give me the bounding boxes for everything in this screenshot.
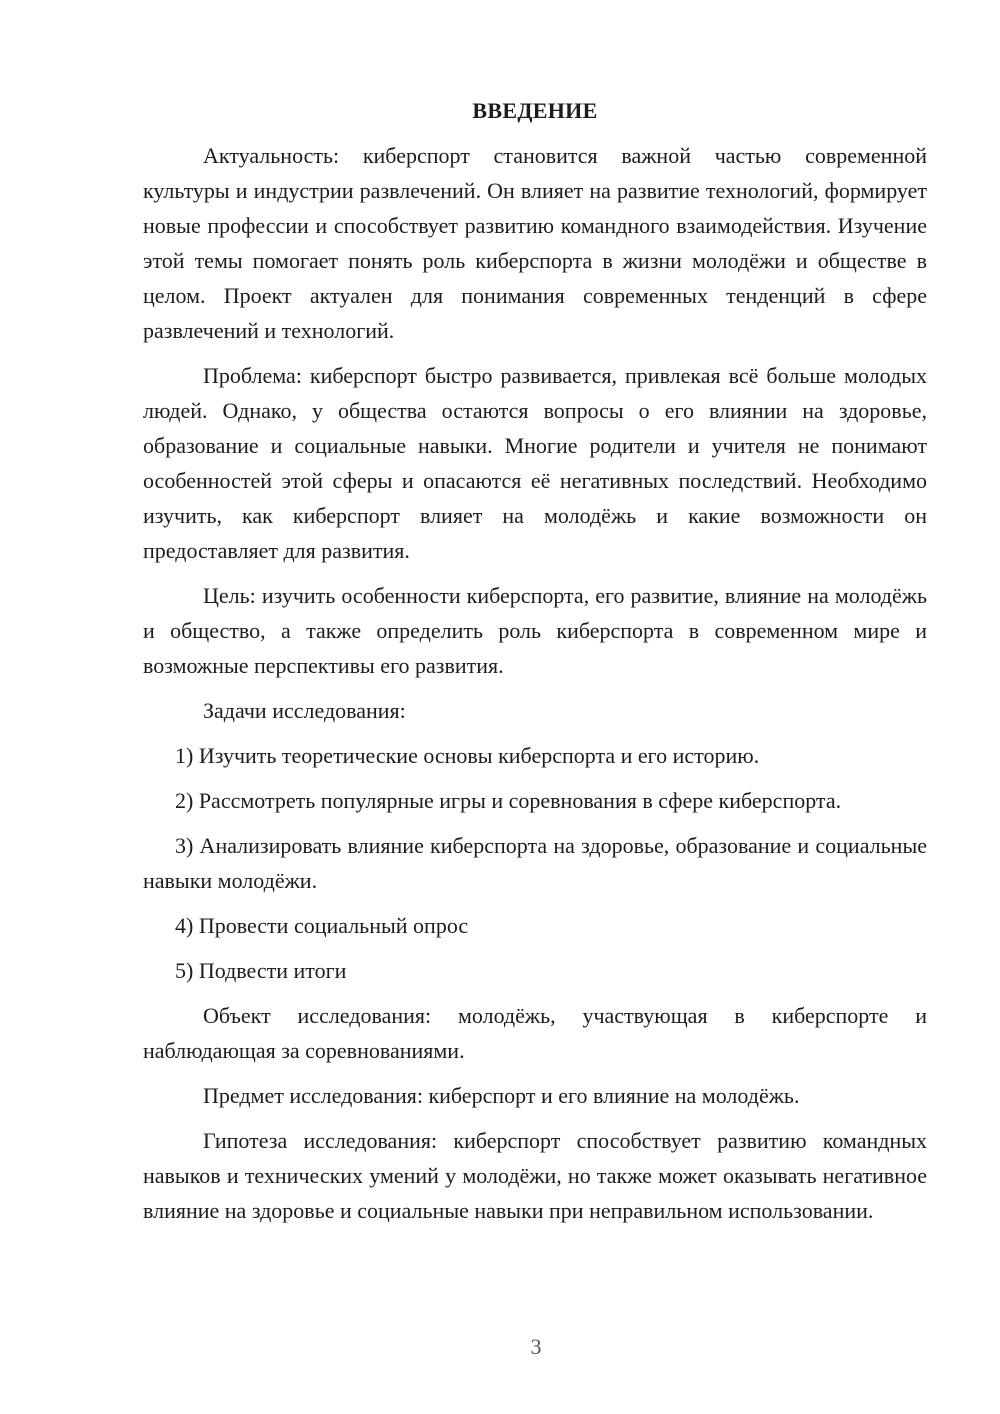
paragraph-subject: Предмет исследования: киберспорт и его влияние на молодёжь. xyxy=(203,1083,800,1108)
paragraph-problem: Проблема: киберспорт быстро развивается, привлекая всё больше молодых людей. Однако, у общества остаются вопросы о его влиянии на здоровье, образование и социальные навыки. Многие родители и учителя не понимают особенностей этой сферы и опасаются её негативных последствий. Необходимо изучить, как киберспорт влияет на молодёжь и какие возможности он предоставляет для развития. xyxy=(143,363,927,563)
paragraph-tasks-heading: Задачи исследования: xyxy=(203,698,406,723)
page-number: 3 xyxy=(530,1334,542,1359)
task-item-4: 4) Провести социальный опрос xyxy=(175,913,469,938)
document-page xyxy=(143,96,927,1238)
paragraph-object: Объект исследования: молодёжь, участвующая в киберспорте и наблюдающая за соревнованиями. xyxy=(143,1003,927,1063)
paragraph-goal: Цель: изучить особенности киберспорта, его развитие, влияние на молодёжь и общество, а также определить роль киберспорта в современном мире и возможные перспективы его развития. xyxy=(143,583,927,678)
task-item-3: 3) Анализировать влияние киберспорта на здоровье, образование и социальные навыки молодёжи. xyxy=(143,833,927,893)
paragraph-hypothesis: Гипотеза исследования: киберспорт способствует развитию командных навыков и технических умений у молодёжи, но также может оказывать негативное влияние на здоровье и социальные навыки при неправильном использовании. xyxy=(143,1128,927,1223)
page-title: ВВЕДЕНИЕ xyxy=(472,98,598,123)
paragraph-relevance: Актуальность: киберспорт становится важной частью современной культуры и индустрии развлечений. Он влияет на развитие технологий, формирует новые профессии и способствует развитию командного взаимодействия. Изучение этой темы помогает понять роль киберспорта в жизни молодёжи и обществе в целом. Проект актуален для понимания современных тенденций в сфере развлечений и технологий. xyxy=(143,143,927,343)
task-item-2: 2) Рассмотреть популярные игры и соревнования в сфере киберспорта. xyxy=(175,788,842,813)
task-item-5: 5) Подвести итоги xyxy=(175,958,347,983)
task-item-1: 1) Изучить теоретические основы киберспорта и его историю. xyxy=(175,743,760,768)
